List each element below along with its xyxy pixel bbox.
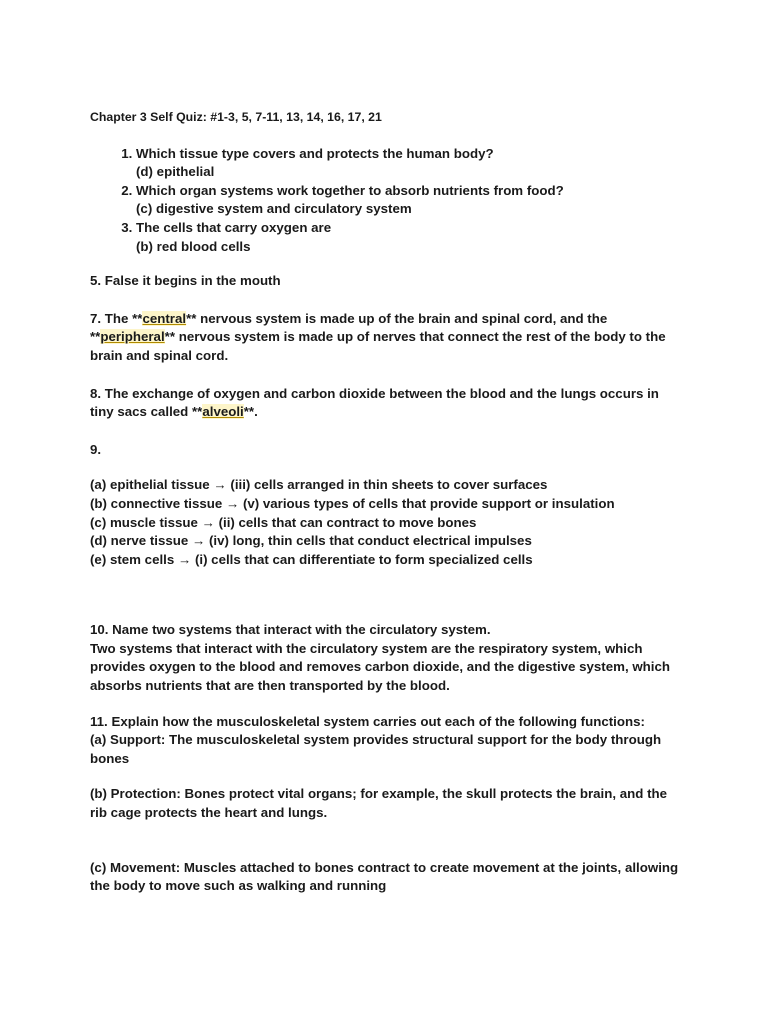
question-9-label: 9. — [90, 441, 102, 457]
matching-row: (c) muscle tissue → (ii) cells that can contract to move bones — [90, 514, 477, 530]
matching-row: (e) stem cells → (i) cells that can differentiate to form specialized cells — [90, 551, 533, 567]
list-item — [136, 219, 680, 256]
answer-8 — [90, 385, 680, 422]
matching-row: (a) epithelial tissue → (iii) cells arranged in thin sheets to cover surfaces — [90, 477, 548, 493]
highlighted-term-alveoli: alveoli — [202, 404, 244, 420]
quiz-title: Chapter 3 Self Quiz: #1-3, 5, 7-11, 13, 14, 16, 17, 21 — [90, 110, 382, 124]
tissue-matching-list — [90, 476, 680, 569]
answer-7-middle: ** nervous system is made up of the brain and spinal cord, and the ** — [90, 310, 608, 345]
question-text: Which tissue type covers and protects the human body? — [136, 145, 494, 161]
answer-8-prefix: 8. The exchange of oxygen and carbon dioxide between the blood and the lungs occurs in tiny sacs called ** — [90, 385, 659, 420]
answer-8-suffix: **. — [243, 404, 258, 420]
question-text: Which organ systems work together to absorb nutrients from food? — [136, 182, 564, 198]
highlighted-term-peripheral: peripheral — [100, 329, 165, 345]
matching-row: (d) nerve tissue → (iv) long, thin cells that conduct electrical impulses — [90, 533, 532, 549]
answer-7-prefix: 7. The ** — [90, 310, 143, 326]
answer-text: (c) digestive system and circulatory system — [136, 201, 412, 217]
answer-11-movement: (c) Movement: Muscles attached to bones contract to create movement at the joints, allowing the body to move such as walking and running — [90, 859, 679, 894]
answer-text: (b) red blood cells — [136, 238, 251, 254]
highlighted-term-central: central — [142, 310, 187, 326]
document-page — [90, 108, 680, 896]
answer-10: Two systems that interact with the circulatory system are the respiratory system, which provides oxygen to the blood and removes carbon dioxide, and the digestive system, which absorbs nutrients that are then transported by the blood. — [90, 640, 671, 694]
question-10: 10. Name two systems that interact with the circulatory system. — [90, 622, 491, 638]
question-text: The cells that carry oxygen are — [136, 219, 332, 235]
multiple-choice-list — [90, 145, 680, 257]
question-11: 11. Explain how the musculoskeletal system carries out each of the following functions: — [90, 713, 645, 729]
matching-row: (b) connective tissue → (v) various types of cells that provide support or insulation — [90, 495, 615, 511]
answer-7-suffix: ** nervous system is made up of nerves that connect the rest of the body to the brain and spinal cord. — [90, 329, 666, 363]
answer-7 — [90, 310, 680, 366]
answer-text: (d) epithelial — [136, 164, 215, 180]
list-item — [136, 182, 680, 219]
list-item — [136, 145, 680, 182]
answer-11-protection: (b) Protection: Bones protect vital organs; for example, the skull protects the brain, and the rib cage protects the heart and lungs. — [90, 786, 668, 821]
answer-11-support: (a) Support: The musculoskeletal system provides structural support for the body through bones — [90, 732, 662, 766]
answer-5: 5. False it begins in the mouth — [90, 273, 281, 289]
